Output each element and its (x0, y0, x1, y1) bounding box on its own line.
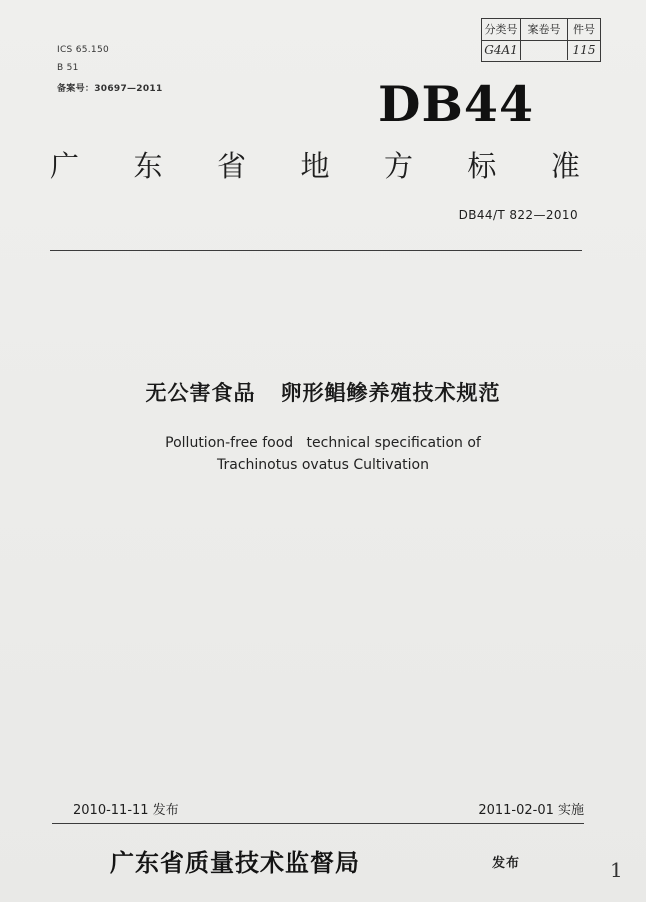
stamp-value-category: G4A1 (482, 40, 521, 60)
archive-stamp-value-row (482, 40, 600, 60)
english-title-line-1: Pollution-free food technical specification of (165, 435, 481, 451)
ccs-code: B 51 (57, 63, 79, 73)
standard-type-char: 标 (467, 149, 497, 183)
standard-code-logo: DB44 (378, 75, 535, 133)
english-title-line-2: Trachinotus ovatus Cultivation (217, 457, 429, 473)
standard-type-char: 方 (383, 149, 413, 183)
standard-number: DB44/T 822—2010 (458, 208, 578, 222)
standard-type-char: 地 (300, 149, 330, 183)
footer-divider (52, 823, 584, 824)
stamp-header-category: 分类号 (482, 19, 521, 40)
implementation-date: 2011-02-01 实施 (478, 803, 584, 818)
stamp-header-volume: 案卷号 (521, 19, 568, 40)
standard-type-title (50, 146, 580, 186)
standard-type-char: 东 (133, 149, 163, 183)
chinese-title: 无公害食品 卵形鲳鲹养殖技术规范 (145, 381, 501, 405)
filing-number: 备案号：30697—2011 (57, 84, 163, 94)
stamp-value-volume (521, 40, 568, 60)
page-number: 1 (610, 858, 623, 882)
archive-stamp (481, 18, 601, 62)
header-divider (50, 250, 582, 251)
stamp-value-item: 115 (572, 43, 596, 57)
ics-code: ICS 65.150 (57, 45, 110, 55)
issue-date: 2010-11-11 发布 (73, 803, 179, 818)
stamp-header-item: 件号 (573, 23, 595, 36)
standard-type-char: 省 (216, 149, 246, 183)
archive-stamp-header-row (482, 19, 600, 41)
issue-label: 发布 (492, 856, 521, 871)
standard-type-char: 准 (550, 149, 580, 183)
issuing-authority: 广东省质量技术监督局 (110, 848, 360, 877)
standard-type-char: 广 (50, 149, 80, 183)
